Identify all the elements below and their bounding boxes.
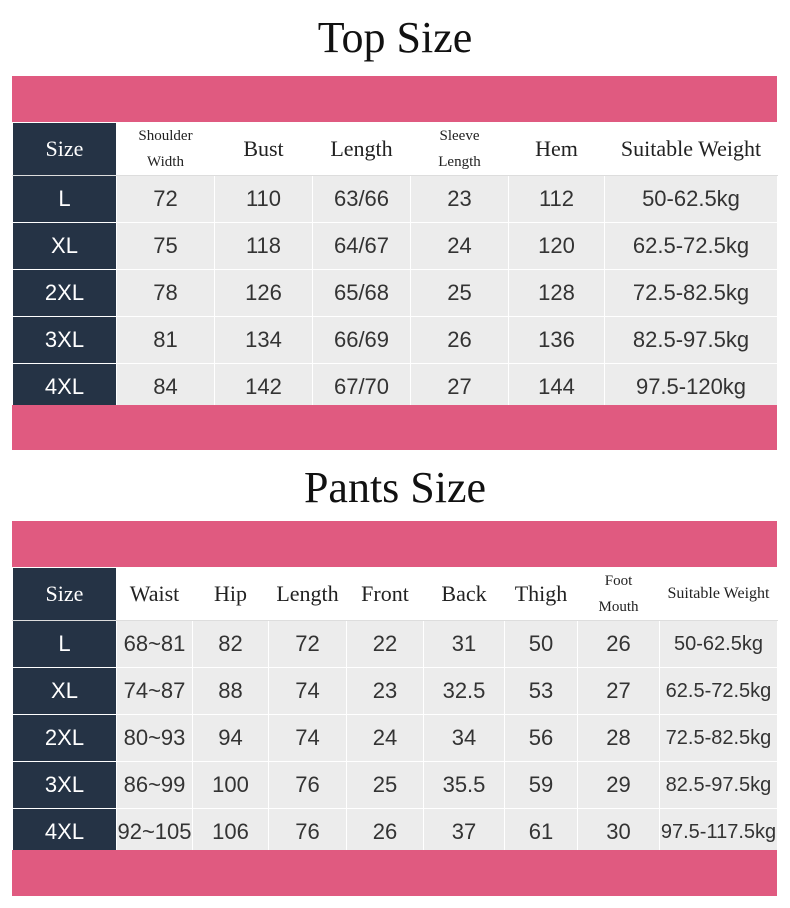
pants-header-size: Size: [13, 568, 117, 621]
pants-table-cell: 76: [269, 762, 347, 809]
pants-table-cell: 50: [505, 621, 578, 668]
pants-table-cell: 35.5: [424, 762, 505, 809]
pants-size-title: Pants Size: [303, 463, 487, 512]
pants-row-size: XL: [13, 668, 117, 715]
pants-table-row: [13, 715, 778, 762]
top-table-cell: 84: [117, 364, 215, 411]
top-table-cell: 67/70: [313, 364, 411, 411]
top-footer-band: [12, 405, 777, 450]
top-row-size: 3XL: [13, 317, 117, 364]
pants-table-cell: 34: [424, 715, 505, 762]
top-table-cell: 110: [215, 176, 313, 223]
pants-table-cell: 68~81: [117, 621, 193, 668]
pants-table-cell: 94: [193, 715, 269, 762]
pants-table-cell: 27: [578, 668, 660, 715]
pants-table-cell: 37: [424, 809, 505, 856]
pants-table-cell: 26: [347, 809, 424, 856]
pants-header-foot-line2: Mouth: [598, 599, 639, 615]
top-table-cell: 72: [117, 176, 215, 223]
pants-header-foot-mouth: [578, 568, 660, 621]
top-table-cell: 78: [117, 270, 215, 317]
top-table-row: [13, 270, 778, 317]
top-header-row: [13, 123, 778, 176]
top-size-table: [12, 122, 778, 411]
pants-table-cell: 72.5-82.5kg: [660, 715, 778, 762]
top-header-band: [12, 76, 777, 122]
top-table-cell: 25: [411, 270, 509, 317]
pants-header-waist: Waist: [117, 568, 193, 621]
top-table-cell: 50-62.5kg: [605, 176, 778, 223]
pants-table-cell: 74: [269, 668, 347, 715]
pants-table-cell: 80~93: [117, 715, 193, 762]
pants-table-cell: 32.5: [424, 668, 505, 715]
pants-table-row: [13, 668, 778, 715]
top-table-cell: 142: [215, 364, 313, 411]
top-table-row: [13, 317, 778, 364]
pants-header-hip: Hip: [193, 568, 269, 621]
pants-table-cell: 86~99: [117, 762, 193, 809]
pants-table-cell: 72: [269, 621, 347, 668]
top-header-sleeve-length: [411, 123, 509, 176]
top-table-cell: 136: [509, 317, 605, 364]
top-table-cell: 27: [411, 364, 509, 411]
top-header-size: Size: [13, 123, 117, 176]
top-header-sleeve-line2: Length: [438, 154, 481, 170]
top-table-cell: 62.5-72.5kg: [605, 223, 778, 270]
pants-table-cell: 25: [347, 762, 424, 809]
pants-row-size: 2XL: [13, 715, 117, 762]
top-table-cell: 82.5-97.5kg: [605, 317, 778, 364]
pants-table-cell: 106: [193, 809, 269, 856]
pants-size-table: [12, 567, 778, 856]
pants-table-cell: 31: [424, 621, 505, 668]
top-header-sleeve-line1: Sleeve: [439, 128, 480, 144]
pants-header-foot-line1: Foot: [604, 573, 633, 589]
top-table-row: [13, 364, 778, 411]
pants-table-cell: 24: [347, 715, 424, 762]
pants-table-cell: 74: [269, 715, 347, 762]
top-table-cell: 126: [215, 270, 313, 317]
pants-table-cell: 88: [193, 668, 269, 715]
top-header-hem: Hem: [509, 123, 605, 176]
pants-header-length: Length: [269, 568, 347, 621]
pants-table-cell: 29: [578, 762, 660, 809]
top-table-cell: 72.5-82.5kg: [605, 270, 778, 317]
pants-table-cell: 76: [269, 809, 347, 856]
pants-table-cell: 26: [578, 621, 660, 668]
top-row-size: XL: [13, 223, 117, 270]
pants-table-cell: 23: [347, 668, 424, 715]
pants-header-row: [13, 568, 778, 621]
top-table-cell: 63/66: [313, 176, 411, 223]
pants-header-front: Front: [347, 568, 424, 621]
top-header-length: Length: [313, 123, 411, 176]
top-row-size: 2XL: [13, 270, 117, 317]
pants-table-cell: 97.5-117.5kg: [660, 809, 778, 856]
pants-table-row: [13, 762, 778, 809]
top-header-shoulder-line1: Shoulder: [138, 128, 193, 144]
top-table-cell: 118: [215, 223, 313, 270]
pants-table-cell: 59: [505, 762, 578, 809]
pants-row-size: 4XL: [13, 809, 117, 856]
top-table-cell: 112: [509, 176, 605, 223]
pants-table-cell: 50-62.5kg: [660, 621, 778, 668]
pants-table-cell: 61: [505, 809, 578, 856]
top-header-suitable-weight: Suitable Weight: [605, 123, 778, 176]
pants-table-cell: 82.5-97.5kg: [660, 762, 778, 809]
pants-table-cell: 53: [505, 668, 578, 715]
top-table-cell: 97.5-120kg: [605, 364, 778, 411]
top-size-title: Top Size: [317, 13, 473, 62]
top-table-cell: 120: [509, 223, 605, 270]
top-table-row: [13, 223, 778, 270]
top-table-cell: 64/67: [313, 223, 411, 270]
top-header-bust: Bust: [215, 123, 313, 176]
top-table-cell: 66/69: [313, 317, 411, 364]
pants-table-row: [13, 809, 778, 856]
top-table-cell: 144: [509, 364, 605, 411]
pants-row-size: 3XL: [13, 762, 117, 809]
pants-table-row: [13, 621, 778, 668]
pants-table-cell: 92~105: [117, 809, 193, 856]
pants-table-cell: 22: [347, 621, 424, 668]
pants-header-band: [12, 521, 777, 567]
top-table-cell: 134: [215, 317, 313, 364]
top-row-size: 4XL: [13, 364, 117, 411]
top-table-cell: 26: [411, 317, 509, 364]
pants-header-thigh: Thigh: [505, 568, 578, 621]
top-header-shoulder-line2: Width: [147, 154, 184, 170]
pants-table-cell: 100: [193, 762, 269, 809]
top-table-row: [13, 176, 778, 223]
top-table-cell: 75: [117, 223, 215, 270]
top-row-size: L: [13, 176, 117, 223]
top-table-cell: 81: [117, 317, 215, 364]
top-table-cell: 65/68: [313, 270, 411, 317]
top-table-cell: 23: [411, 176, 509, 223]
pants-footer-band: [12, 850, 777, 896]
pants-table-cell: 28: [578, 715, 660, 762]
top-table-cell: 24: [411, 223, 509, 270]
pants-table-cell: 74~87: [117, 668, 193, 715]
pants-table-cell: 62.5-72.5kg: [660, 668, 778, 715]
top-header-shoulder-width: [117, 123, 215, 176]
pants-header-suitable-weight: Suitable Weight: [660, 568, 778, 621]
pants-table-cell: 30: [578, 809, 660, 856]
pants-table-cell: 56: [505, 715, 578, 762]
pants-row-size: L: [13, 621, 117, 668]
top-table-cell: 128: [509, 270, 605, 317]
pants-header-back: Back: [424, 568, 505, 621]
pants-table-cell: 82: [193, 621, 269, 668]
